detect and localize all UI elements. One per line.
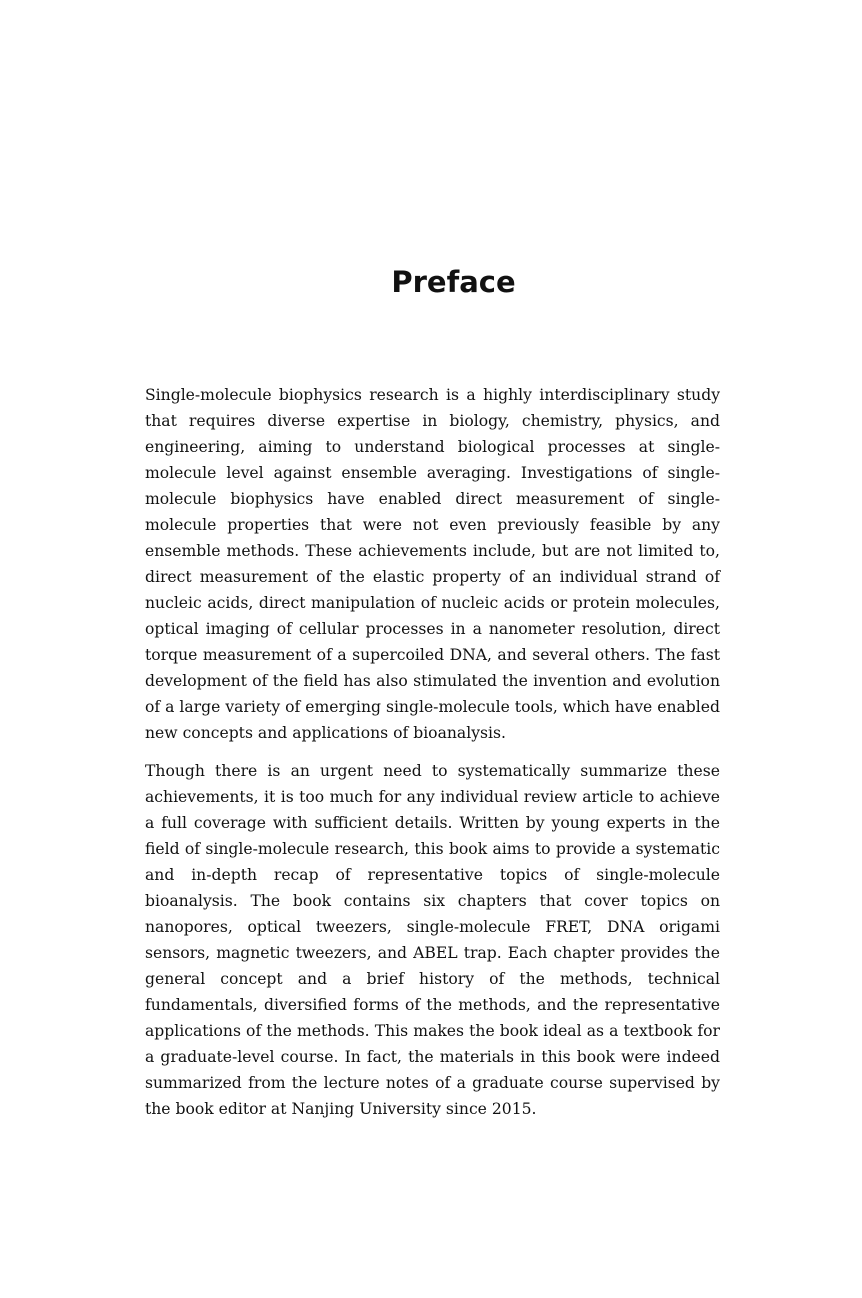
preface-body (145, 382, 720, 1134)
paragraph-2: Though there is an urgent need to systematically summarize these achievements, it is too much for any individual review article to achieve a full coverage with sufficient details. Written by young experts in the field of single-molecule research, this book aims to provide a systematic and in-depth recap of representative topics of single-molecule bioanalysis. The book contains six chapters that cover topics on nanopores, optical tweezers, single-molecule FRET, DNA origami sensors, magnetic tweezers, and ABEL trap. Each chapter provides the general concept and a brief history of the methods, technical fundamentals, diversified forms of the methods, and the representative applications of the methods. This makes the book ideal as a textbook for a graduate-level course. In fact, the materials in this book were indeed summarized from the lecture notes of a graduate course supervised by the book editor at Nanjing University since 2015. (145, 762, 720, 1118)
page-title: Preface (391, 265, 516, 299)
paragraph-1: Single-molecule biophysics research is a highly interdisciplinary study that requires diverse expertise in biology, chemistry, physics, and engineering, aiming to understand biological processes at single-molecule level against ensemble averaging. Investigations of single-molecule biophysics have enabled direct measurement of single-molecule properties that were not even previously feasible by any ensemble methods. These achievements include, but are not limited to, direct measurement of the elastic property of an individual strand of nucleic acids, direct manipulation of nucleic acids or protein molecules, optical imaging of cellular processes in a nanometer resolution, direct torque measurement of a supercoiled DNA, and several others. The fast development of the field has also stimulated the invention and evolution of a large variety of emerging single-molecule tools, which have enabled new concepts and applications of bioanalysis. (145, 386, 720, 742)
